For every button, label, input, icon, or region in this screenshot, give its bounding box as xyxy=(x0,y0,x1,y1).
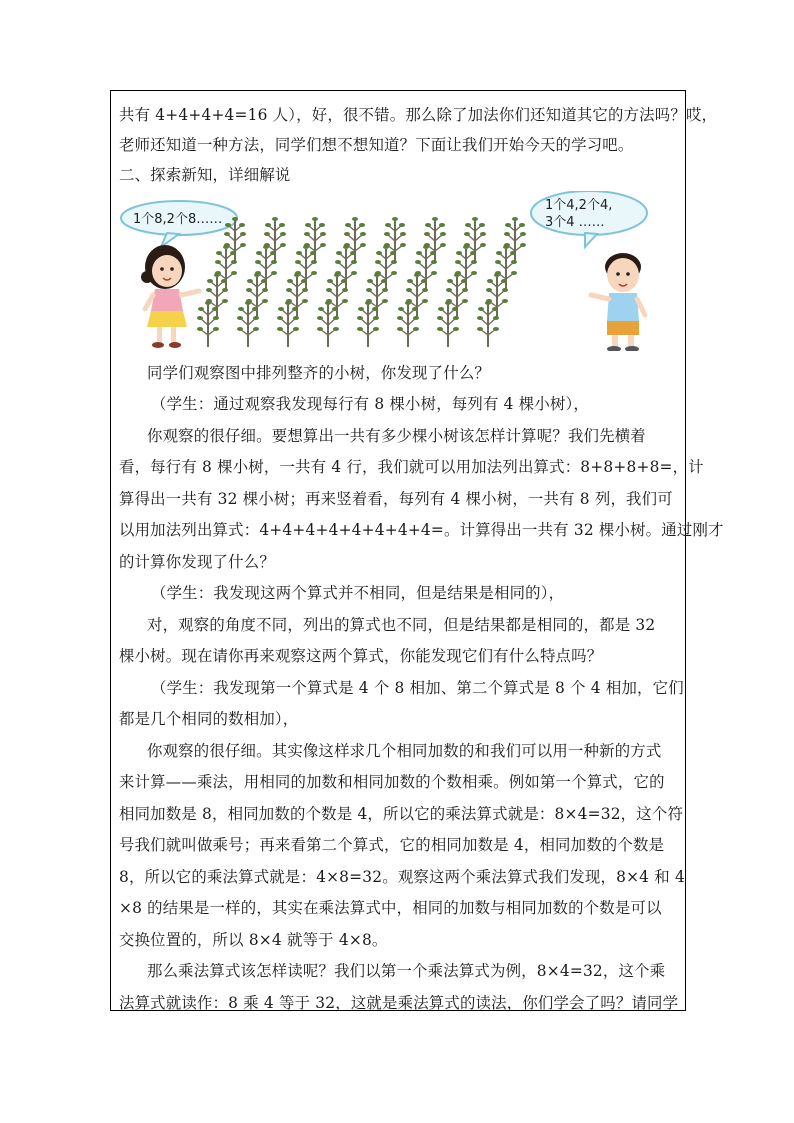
text-line: 看，每行有 8 棵小树，一共有 4 行，我们就可以用加法列出算式：8+8+8+8=，计 xyxy=(119,458,704,476)
tree xyxy=(397,301,419,347)
text-line: 法算式就读作：8 乘 4 等于 32，这就是乘法算式的读法，你们学会了吗？请同学 xyxy=(119,994,679,1012)
tree xyxy=(357,301,379,347)
tree xyxy=(406,273,428,319)
tree xyxy=(415,245,437,291)
tree xyxy=(464,217,486,263)
text-line: 相同加数是 8，相同加数的个数是 4，所以它的乘法算式就是：8×4=32，这个符 xyxy=(119,805,684,823)
tree xyxy=(304,217,326,263)
tree xyxy=(295,245,317,291)
tree xyxy=(215,245,237,291)
tree xyxy=(197,301,219,347)
text-line: 都是几个相同的数相加）， xyxy=(119,710,299,728)
tree xyxy=(344,217,366,263)
tree xyxy=(317,301,339,347)
boy-figure xyxy=(591,253,645,351)
tree xyxy=(237,301,259,347)
text-line: 棵小树。现在请你再来观察这两个算式，你能发现它们有什么特点吗？ xyxy=(119,647,603,665)
tree xyxy=(437,301,459,347)
trees-illustration-svg xyxy=(115,191,683,351)
tree xyxy=(486,273,508,319)
text-line: 来计算——乘法，用相同的加数和相同加数的个数相乘。例如第一个算式，它的 xyxy=(119,773,665,791)
tree xyxy=(286,273,308,319)
tree xyxy=(495,245,517,291)
girl-figure xyxy=(141,245,199,348)
text-line: 你观察的很仔细。其实像这样求几个相同加数的和我们可以用一种新的方式 xyxy=(147,742,662,760)
tree xyxy=(384,217,406,263)
text-line: 老师还知道一种方法，同学们想不想知道？下面让我们开始今天的学习吧。 xyxy=(119,136,634,154)
tree xyxy=(446,273,468,319)
document-frame xyxy=(110,90,724,1012)
left-speech-bubble xyxy=(121,201,237,247)
text-line: 对，观察的角度不同，列出的算式也不同，但是结果都是相同的，都是 32 xyxy=(147,616,656,634)
tree xyxy=(246,273,268,319)
text-line: ×8 的结果是一样的，其实在乘法算式中，相同的加数与相同加数的个数是可以 xyxy=(119,899,662,917)
right-bubble-text-line1: 1个4,2个4, xyxy=(545,198,613,213)
tree xyxy=(264,217,286,263)
tree xyxy=(277,301,299,347)
right-bubble-text-line2: 3个4 …… xyxy=(545,215,605,230)
section-heading: 二、探索新知，详细解说 xyxy=(119,166,291,184)
tree xyxy=(424,217,446,263)
text-line: 交换位置的，所以 8×4 就等于 4×8。 xyxy=(119,931,388,949)
tree xyxy=(206,273,228,319)
text-line: 同学们观察图中排列整齐的小树，你发现了什么？ xyxy=(147,364,490,382)
trees-illustration xyxy=(115,191,683,351)
text-line: 号我们就叫做乘号；再来看第二个算式，它的相同加数是 4，相同加数的个数是 xyxy=(119,836,665,854)
text-line: 8，所以它的乘法算式就是：4×8=32。观察这两个乘法算式我们发现，8×4 和 4 xyxy=(119,868,685,886)
text-line: 以用加法列出算式：4+4+4+4+4+4+4+4=。计算得出一共有 32 棵小树。通过刚才 xyxy=(119,521,724,539)
text-line: 共有 4+4+4+4=16 人），好，很不错。那么除了加法你们还知道其它的方法吗？哎， xyxy=(119,106,718,124)
text-line: 的计算你发现了什么？ xyxy=(119,553,275,571)
left-bubble-text: 1个8,2个8…… xyxy=(133,212,223,227)
right-speech-bubble xyxy=(531,191,647,247)
tree xyxy=(335,245,357,291)
tree xyxy=(326,273,348,319)
tree xyxy=(224,217,246,263)
text-line: （学生：我发现这两个算式并不相同，但是结果是相同的）， xyxy=(151,584,565,602)
tree xyxy=(366,273,388,319)
tree xyxy=(477,301,499,347)
tree-grid xyxy=(197,217,526,347)
text-line: （学生：通过观察我发现每行有 8 棵小树，每列有 4 棵小树）， xyxy=(151,395,590,413)
text-line: （学生：我发现第一个算式是 4 个 8 相加、第二个算式是 8 个 4 相加，它们 xyxy=(151,679,684,697)
text-line: 你观察的很仔细。要想算出一共有多少棵小树该怎样计算呢？我们先横着 xyxy=(147,427,646,445)
tree xyxy=(455,245,477,291)
tree xyxy=(255,245,277,291)
text-line: 那么乘法算式该怎样读呢？我们以第一个乘法算式为例，8×4=32，这个乘 xyxy=(147,962,666,980)
tree xyxy=(375,245,397,291)
text-line: 算得出一共有 32 棵小树；再来竖着看，每列有 4 棵小树，一共有 8 列，我们可 xyxy=(119,490,673,508)
tree xyxy=(504,217,526,263)
